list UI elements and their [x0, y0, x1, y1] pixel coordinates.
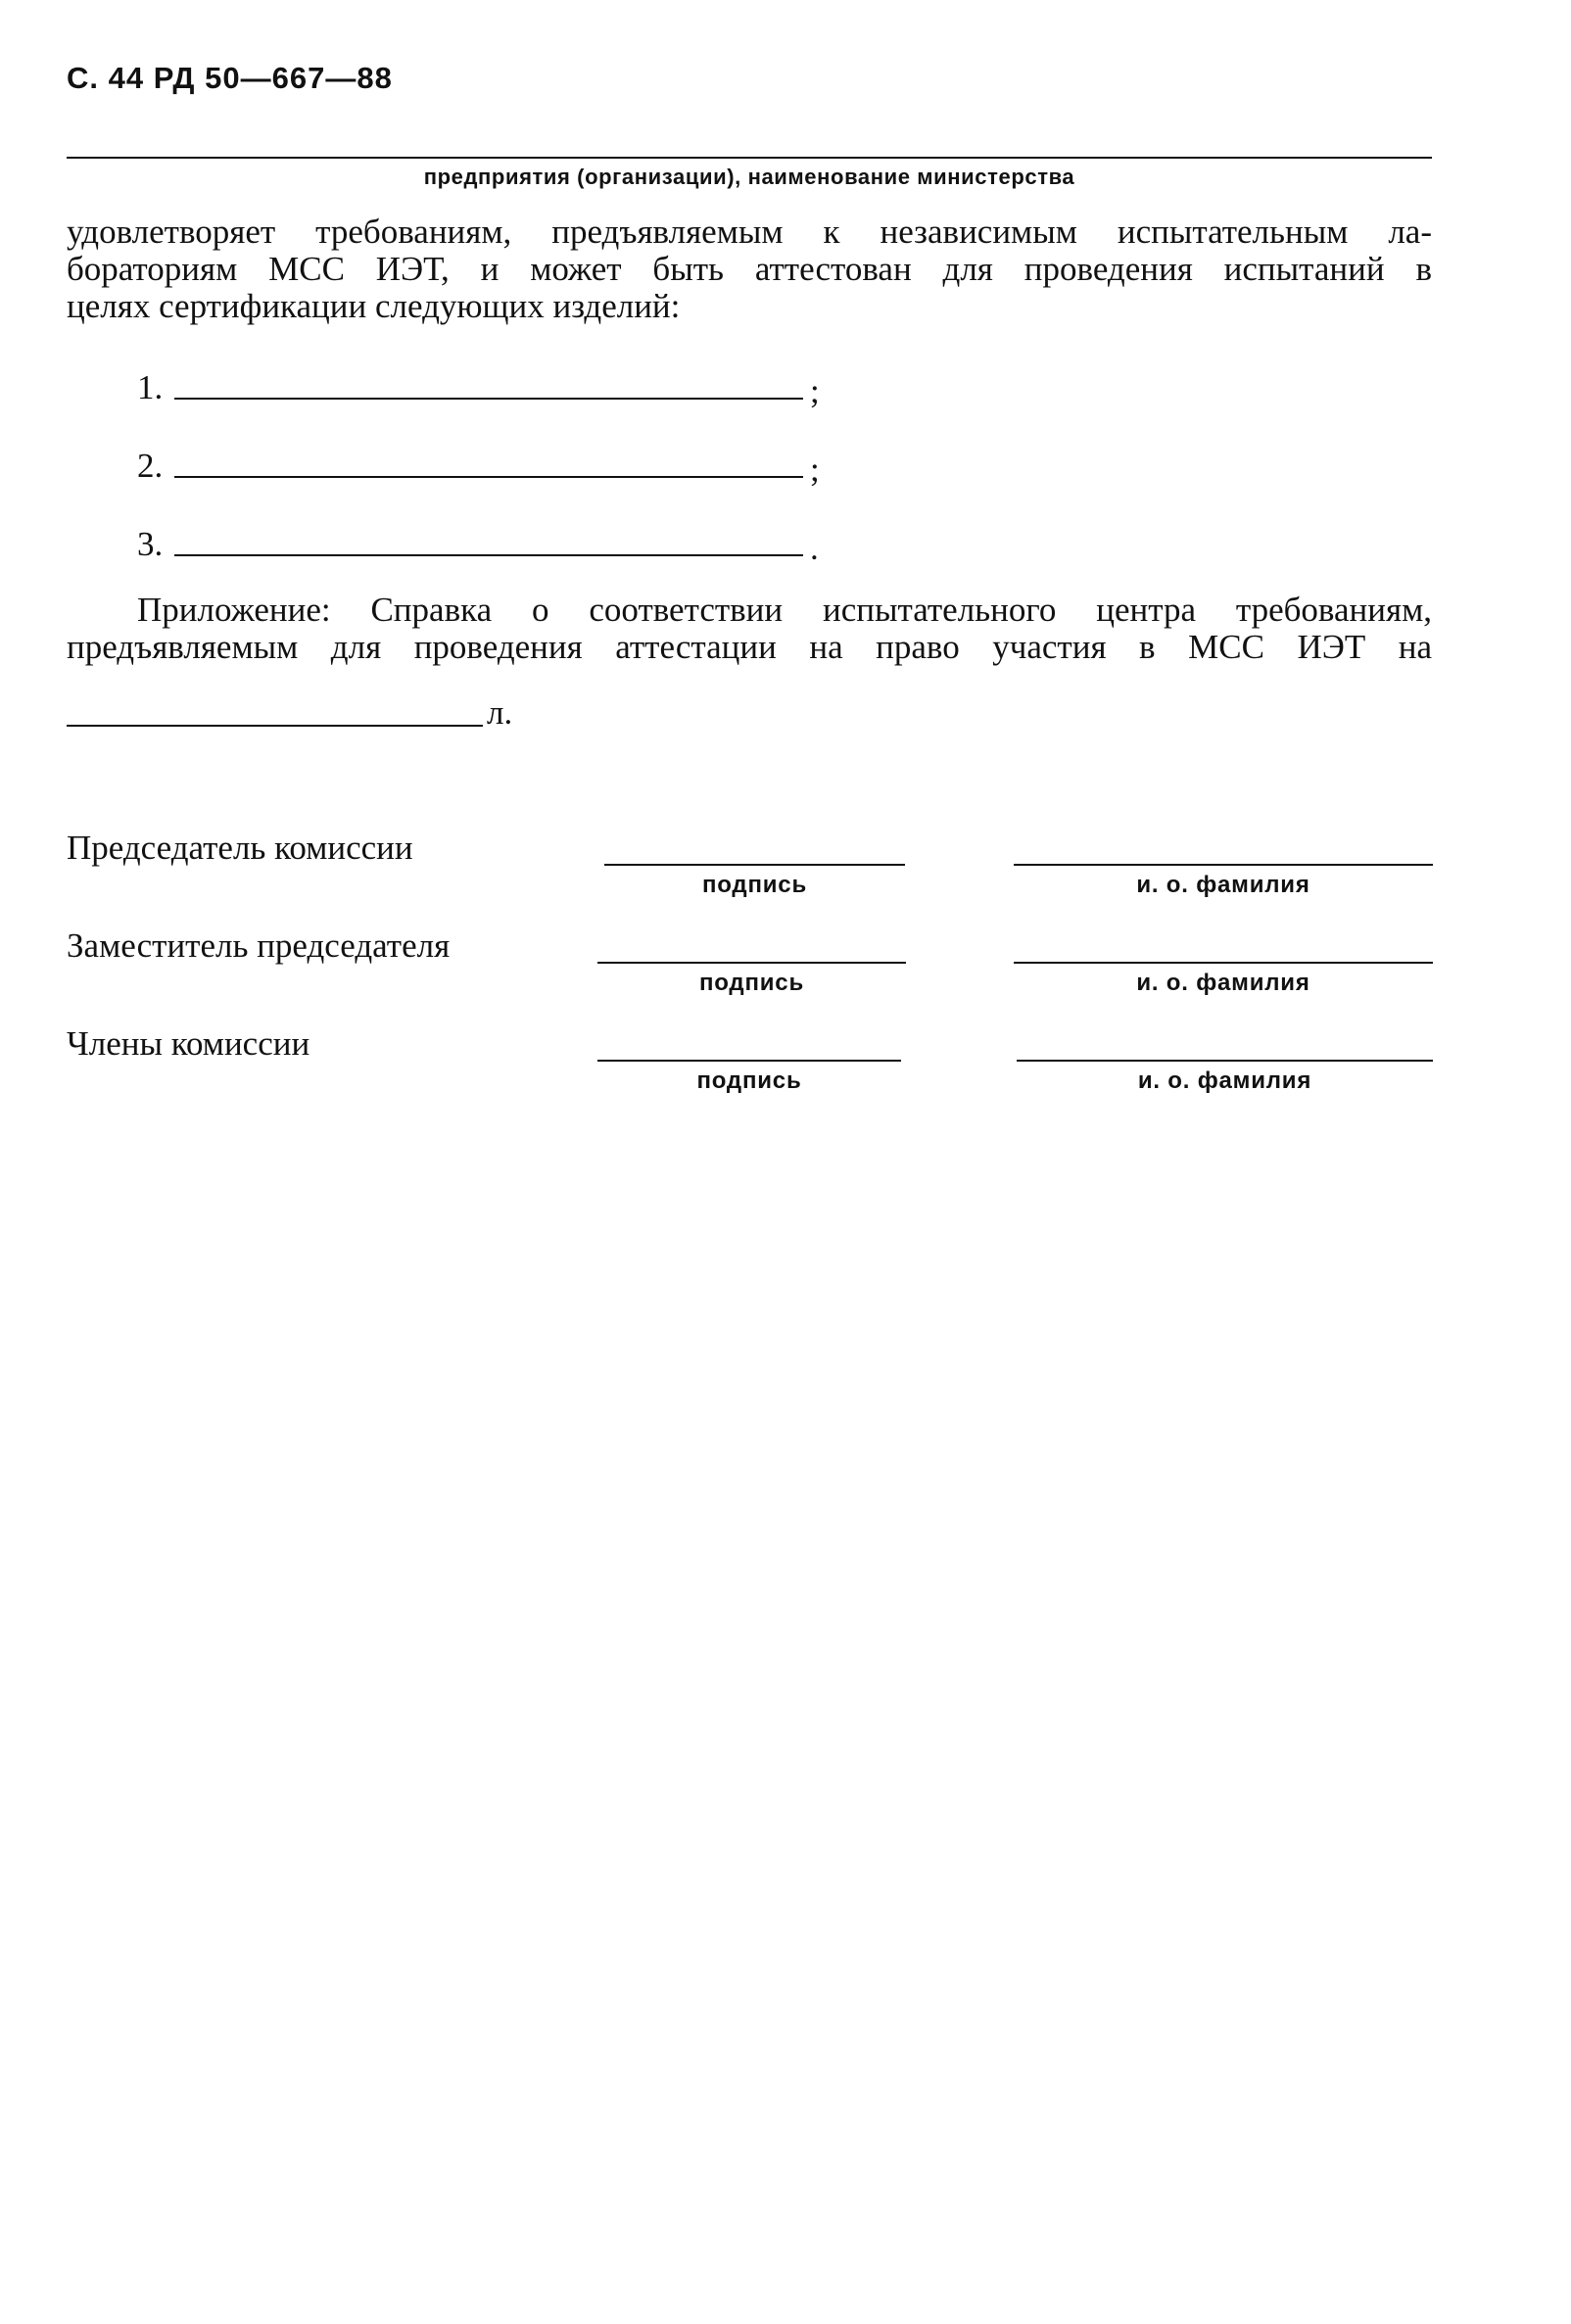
body-line-1: удовлетворяет требованиям, предъявляемым к независимым испытательным ла-	[67, 213, 1432, 251]
running-head: С. 44 РД 50—667—88	[67, 61, 393, 95]
product-item-terminator: .	[810, 529, 819, 567]
product-item-number: 1.	[137, 368, 164, 406]
name-field[interactable]	[1014, 864, 1433, 866]
signature-role: Заместитель председателя	[67, 926, 451, 965]
appendix-line-2: предъявляемым для проведения аттестации на право участия в МСС ИЭТ на	[67, 628, 1432, 666]
body-line-3: целях сертификации следующих изделий:	[67, 287, 681, 325]
name-caption: и. о. фамилия	[1137, 1067, 1312, 1094]
name-field[interactable]	[1017, 1060, 1433, 1062]
name-caption: и. о. фамилия	[1136, 872, 1310, 898]
sheet-count-field[interactable]	[67, 725, 483, 727]
appendix-line-1: Приложение: Справка о соответствии испытательного центра требованиям,	[137, 591, 1432, 629]
sheet-count-suffix: л.	[487, 693, 513, 732]
name-caption: и. о. фамилия	[1136, 970, 1310, 996]
signature-field[interactable]	[597, 962, 906, 964]
body-line-2: бораториям МСС ИЭТ, и может быть аттестован для проведения испытаний в	[67, 250, 1432, 288]
name-field[interactable]	[1014, 962, 1433, 964]
signature-caption: подпись	[698, 970, 805, 996]
product-item-terminator: ;	[810, 372, 820, 410]
signature-caption: подпись	[701, 872, 808, 898]
product-item-field[interactable]	[174, 398, 803, 400]
signature-caption: подпись	[696, 1067, 802, 1094]
product-item-number: 3.	[137, 525, 164, 563]
signature-field[interactable]	[604, 864, 905, 866]
organization-field-line[interactable]	[67, 157, 1432, 159]
product-item-number: 2.	[137, 447, 164, 485]
signature-field[interactable]	[597, 1060, 901, 1062]
product-item-field[interactable]	[174, 554, 803, 556]
organization-field-caption: предприятия (организации), наименование министерства	[423, 165, 1075, 189]
product-item-terminator: ;	[810, 451, 820, 489]
signature-role: Председатель комиссии	[67, 829, 413, 867]
signature-role: Члены комиссии	[67, 1024, 310, 1063]
product-item-field[interactable]	[174, 476, 803, 478]
